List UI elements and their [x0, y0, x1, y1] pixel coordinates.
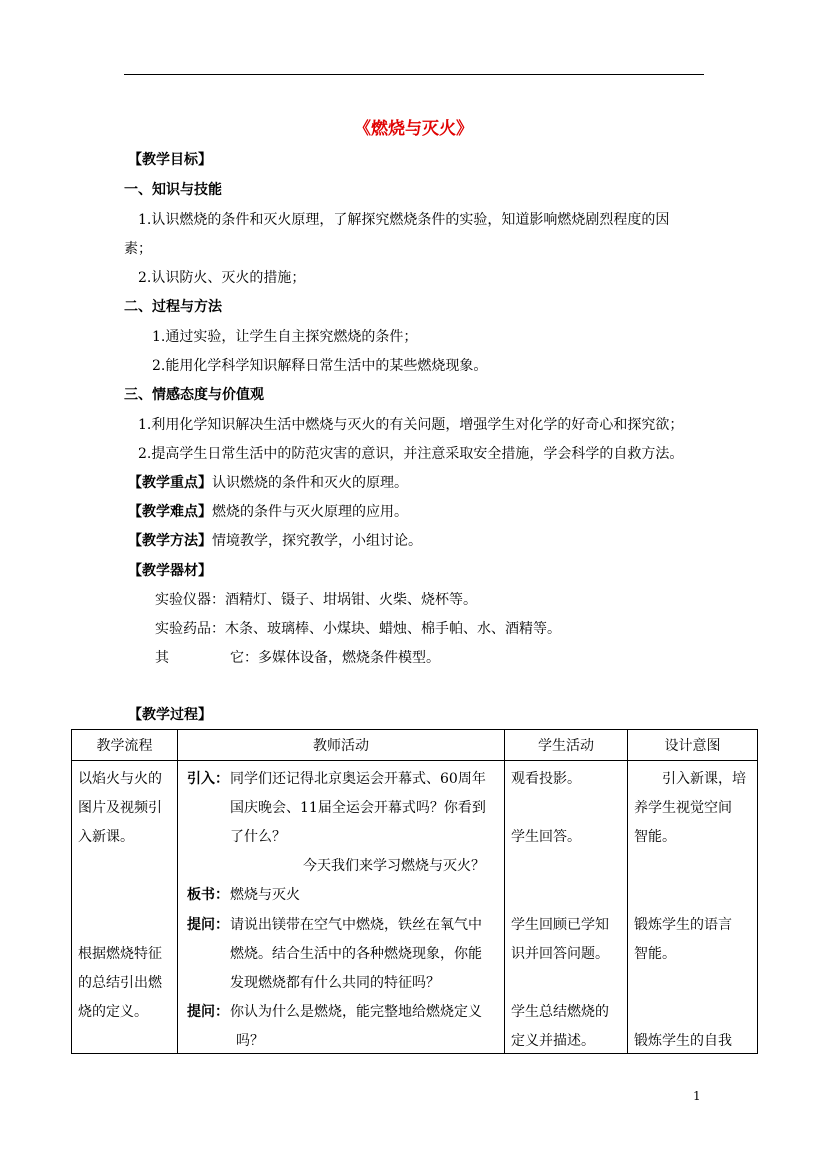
equipment-heading: 【教学器材】	[128, 563, 212, 579]
question-2-line: 你认为什么是燃烧，能完整地给燃烧定义	[230, 1004, 482, 1020]
intent-line: 养学生视觉空间	[634, 800, 732, 816]
equipment-reagents: 实验药品：木条、玻璃棒、小煤块、蜡烛、棉手帕、水、酒精等。	[155, 621, 561, 637]
intent-line: 引入新课，培	[662, 771, 746, 787]
flow-line: 以焰火与火的	[78, 771, 162, 787]
method	[128, 532, 422, 550]
difficulty	[128, 503, 408, 521]
intent-line: 锻炼学生的自我	[634, 1033, 732, 1049]
question-1-line: 燃烧。结合生活中的各种燃烧现象，你能	[230, 946, 482, 962]
page-title: 《燃烧与灭火》	[354, 119, 473, 139]
flow-line: 根据燃烧特征	[78, 946, 162, 962]
page-number: 1	[693, 1089, 701, 1103]
knowledge-item-1: 1.认识燃烧的条件和灭火原理，了解探究燃烧条件的实验，知道影响燃烧剧烈程度的因	[138, 212, 670, 228]
difficulty-text: 燃烧的条件与灭火原理的应用。	[212, 504, 408, 520]
intro-line: 国庆晚会、11届全运会开幕式吗？你看到	[230, 800, 486, 816]
emotion-item-2: 2.提高学生日常生活中的防范灾害的意识，并注意采取安全措施，学会科学的自救方法。	[138, 446, 684, 462]
intent-cell	[628, 761, 757, 1053]
student-cell	[505, 761, 627, 1053]
flow-line: 入新课。	[78, 829, 134, 845]
difficulty-label: 【教学难点】	[128, 504, 212, 520]
student-line: 学生总结燃烧的	[511, 1004, 609, 1020]
process-heading: 二、过程与方法	[124, 299, 222, 315]
process-item-1: 1.通过实验，让学生自主探究燃烧的条件；	[152, 329, 418, 345]
knowledge-item-2: 2.认识防火、灭火的措施；	[138, 270, 306, 286]
question-1-line: 发现燃烧都有什么共同的特征吗？	[230, 975, 440, 991]
equipment-others-label: 其	[155, 650, 169, 666]
intro-label: 引入：	[187, 771, 229, 787]
flow-cell	[72, 761, 177, 1053]
board-text: 燃烧与灭火	[230, 887, 300, 903]
teacher-cell	[178, 761, 504, 1053]
intent-line: 智能。	[634, 829, 676, 845]
emotion-item-1: 1.利用化学知识解决生活中燃烧与灭火的有关问题，增强学生对化学的好奇心和探究欲；	[138, 417, 684, 433]
header-student: 学生活动	[505, 730, 628, 761]
method-label: 【教学方法】	[128, 533, 212, 549]
knowledge-heading: 一、知识与技能	[124, 182, 222, 198]
flow-line: 的总结引出燃	[78, 975, 162, 991]
intent-line: 锻炼学生的语言	[634, 917, 732, 933]
table-header-row	[72, 730, 758, 761]
header-intent: 设计意图	[628, 730, 758, 761]
table-row	[72, 761, 758, 1054]
header-teacher: 教师活动	[178, 730, 505, 761]
student-line: 定义并描述。	[511, 1033, 595, 1049]
objectives-heading: 【教学目标】	[128, 152, 212, 168]
question-2-line: 吗？	[236, 1033, 264, 1049]
process-item-2: 2.能用化学科学知识解释日常生活中的某些燃烧现象。	[152, 358, 488, 374]
student-line: 观看投影。	[511, 771, 581, 787]
board-label: 板书：	[187, 887, 229, 903]
process-section-heading: 【教学过程】	[128, 707, 212, 723]
equipment-others: 它：多媒体设备，燃烧条件模型。	[230, 650, 440, 666]
question-2-label: 提问：	[187, 1004, 229, 1020]
flow-line: 图片及视频引	[78, 800, 162, 816]
key-point-text: 认识燃烧的条件和灭火的原理。	[212, 475, 408, 491]
emotion-heading: 三、情感态度与价值观	[124, 387, 264, 403]
method-text: 情境教学，探究教学，小组讨论。	[212, 533, 422, 549]
knowledge-item-1-cont: 素；	[124, 241, 152, 257]
header-rule	[124, 74, 704, 75]
teaching-process-table	[71, 729, 758, 1054]
intro-center-line: 今天我们来学习燃烧与灭火？	[303, 858, 485, 874]
question-1-label: 提问：	[187, 917, 229, 933]
header-flow: 教学流程	[72, 730, 178, 761]
intro-line: 同学们还记得北京奥运会开幕式、60周年	[230, 771, 486, 787]
student-line: 识并回答问题。	[511, 946, 609, 962]
intro-line: 了什么？	[230, 829, 286, 845]
intent-line: 智能。	[634, 946, 676, 962]
flow-line: 烧的定义。	[78, 1004, 148, 1020]
equipment-instruments: 实验仪器：酒精灯、镊子、坩埚钳、火柴、烧杯等。	[155, 592, 477, 608]
student-line: 学生回答。	[511, 829, 581, 845]
question-1-line: 请说出镁带在空气中燃烧，铁丝在氧气中	[230, 917, 482, 933]
student-line: 学生回顾已学知	[511, 917, 609, 933]
key-point-label: 【教学重点】	[128, 475, 212, 491]
key-point	[128, 474, 408, 492]
